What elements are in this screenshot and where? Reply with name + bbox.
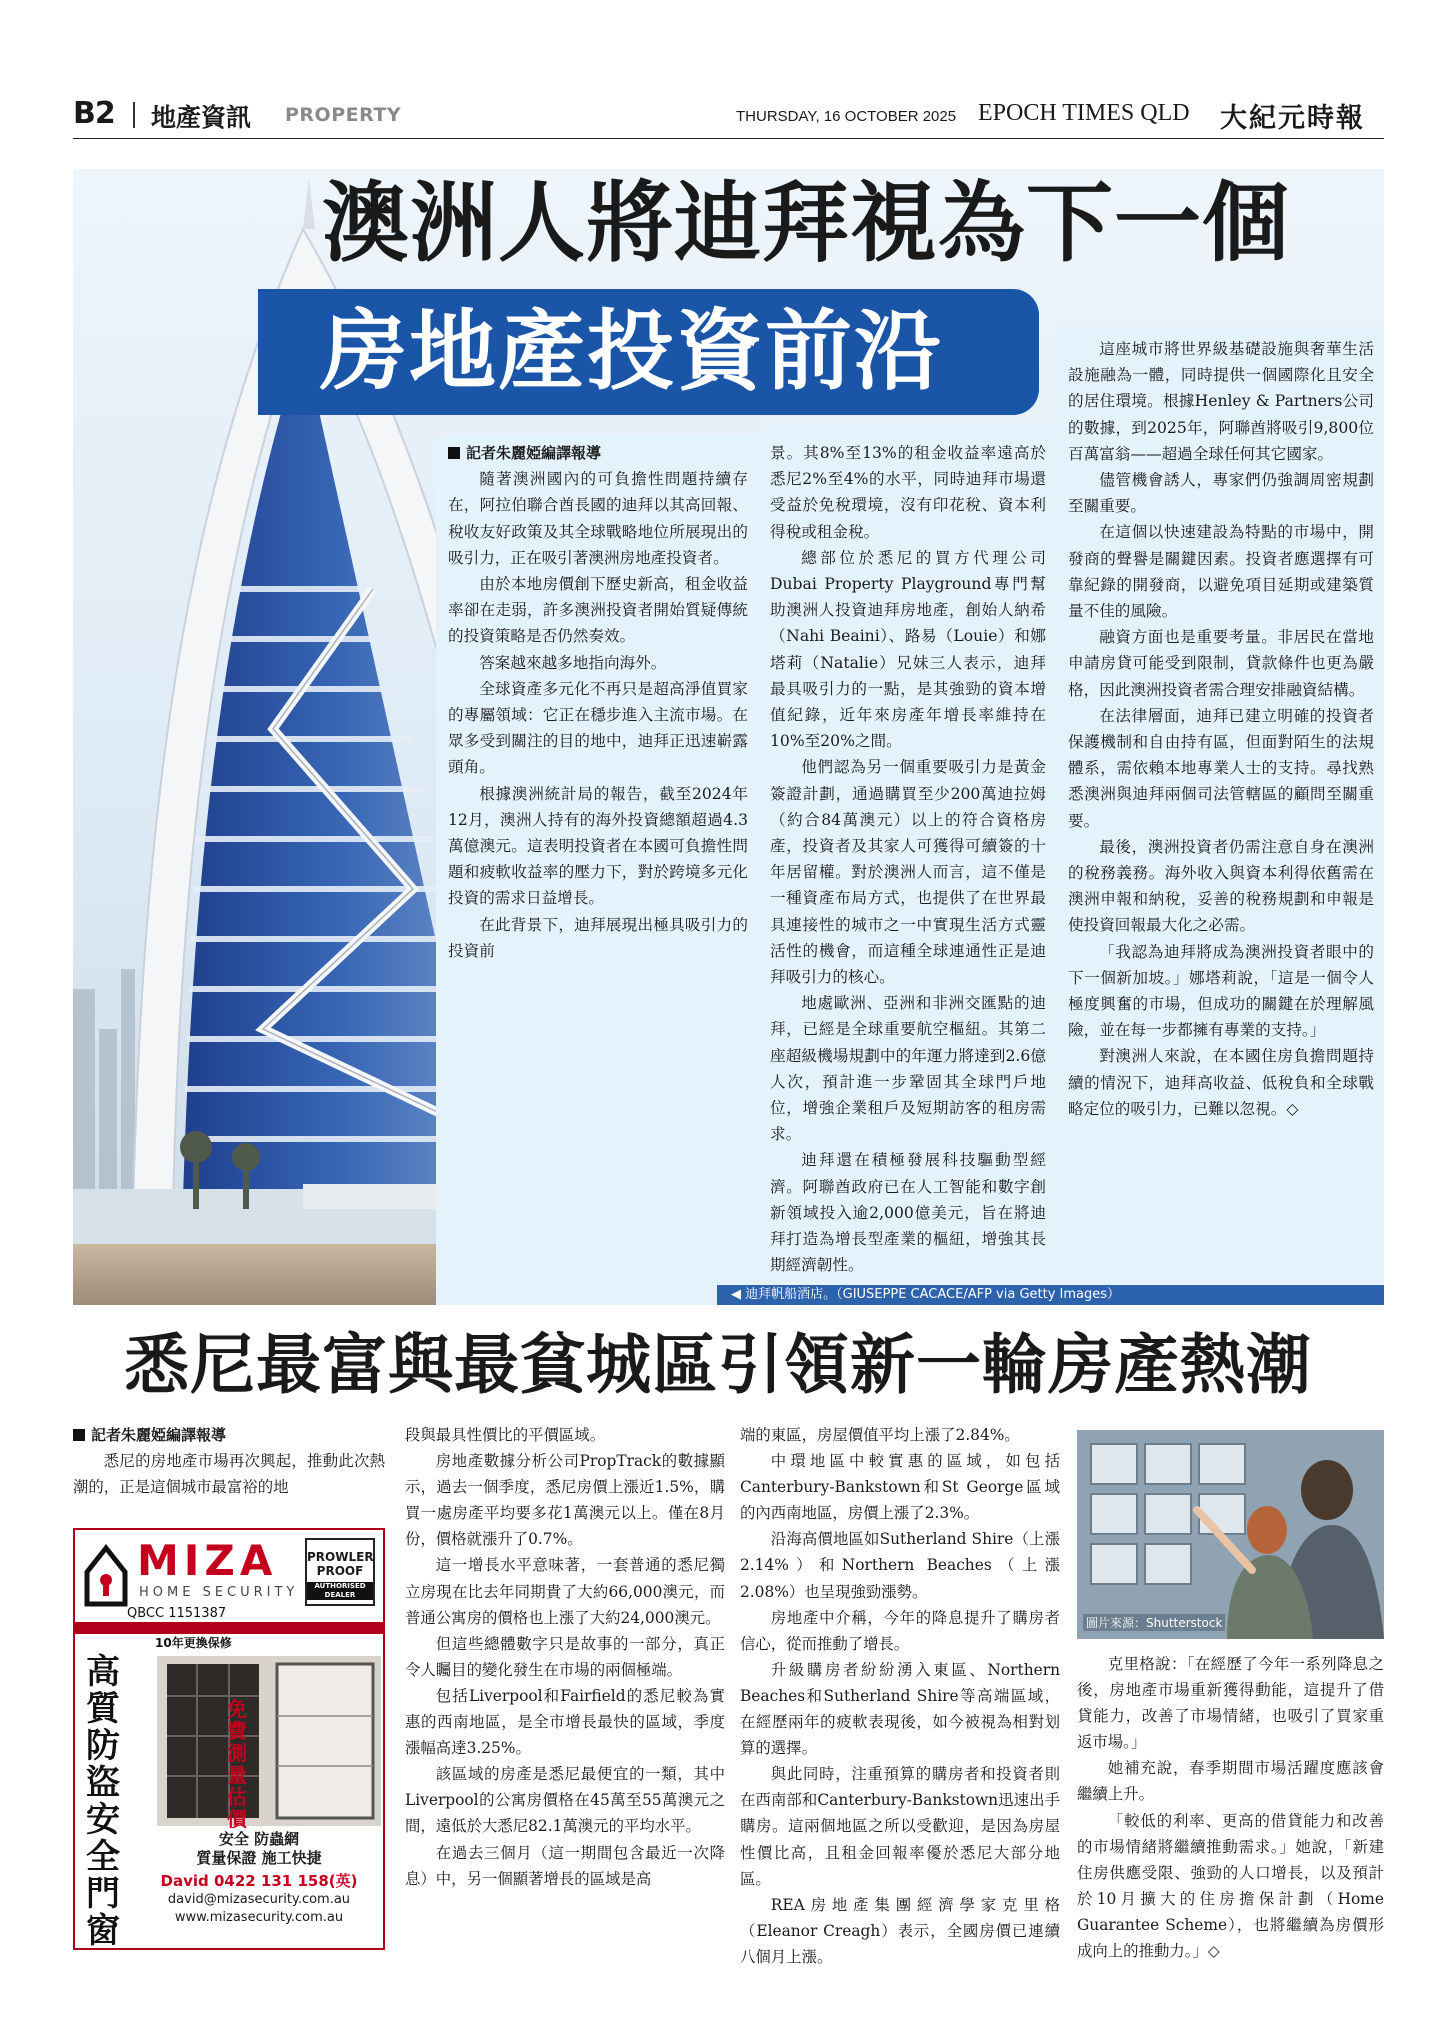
header-rule [73, 138, 1384, 139]
paragraph: 與此同時，注重預算的購房者和投資者則在西南部和Canterbury-Bankstown迅速出手購房。這兩個地區之所以受歡迎，是因為房屋性價比高，且租金回報率優於悉尼大部分地區。 [740, 1765, 1060, 1888]
paragraph: 由於本地房價創下歷史新高，租金收益率卻在走弱，許多澳洲投資者開始質疑傳統的投資策略是否仍然奏效。 [448, 575, 748, 646]
paragraph: 該區域的房產是悉尼最便宜的一類，其中Liverpool的公寓房價格在45萬至55萬澳元之間，遠低於大悉尼82.1萬澳元的平均水平。 [405, 1765, 725, 1836]
section-title-en: PROPERTY [285, 104, 402, 126]
paragraph: 這一增長水平意味著，一套普通的悉尼獨立房現在比去年同期貴了大約66,000澳元，而普通公寓房的價格也上漲了大約24,000澳元。 [405, 1556, 725, 1627]
paragraph: 融資方面也是重要考量。非居民在當地申請房貸可能受到限制，貸款條件也更為嚴格，因此澳洲投資者需合理安排融資結構。 [1068, 628, 1374, 699]
ad-brand: MIZA [137, 1536, 278, 1585]
paragraph: 隨著澳洲國內的可負擔性問題持續存在，阿拉伯聯合酋長國的迪拜以其高回報、稅收友好政策及其全球戰略地位所展現出的吸引力，正在吸引著澳洲房地產投資者。 [448, 470, 748, 567]
masthead: EPOCH TIMES QLD [978, 100, 1190, 126]
paragraph: 總部位於悉尼的買方代理公司Dubai Property Playground專門幫助澳洲人投資迪拜房地產，創始人納希（Nahi Beaini）、路易（Louie）和娜塔莉（Natalie）兄妹三人表示，迪拜最具吸引力的一點，是其強勁的資本增值紀錄，近年來房產年增長率維持在10%至20%之間。 [770, 548, 1046, 751]
security-door-photo [157, 1656, 381, 1826]
issue-date: THURSDAY, 16 OCTOBER 2025 [736, 108, 957, 125]
paragraph: 悉尼的房地產市場再次興起，推動此次熱潮的，正是這個城市最富裕的地 [73, 1452, 385, 1497]
paragraph: 對澳洲人來說，在本國住房負擔問題持續的情況下，迪拜高收益、低稅負和全球戰略定位的吸引力，已難以忽視。◇ [1068, 1047, 1374, 1118]
ad-vertical-title: 高質防盜安全門窗 [86, 1652, 120, 1950]
bullet-square-icon [448, 447, 460, 459]
paragraph: 升級購房者紛紛湧入東區、Northern Beaches和Sutherland Shire等高端區域，在經歷兩年的疲軟表現後，如今被視為相對划算的選擇。 [740, 1660, 1060, 1758]
paragraph: 中環地區中較實惠的區域，如包括Canterbury-Bankstown和St George區域的內西南地區，房價上漲了2.3%。 [740, 1452, 1060, 1523]
page-header [73, 94, 1384, 138]
paragraph: 房地產中介稱，今年的降息提升了購房者信心，從而推動了增長。 [740, 1608, 1060, 1653]
article1-column-1 [448, 440, 748, 964]
paragraph: 迪拜還在積極發展科技驅動型經濟。阿聯酋政府已在人工智能和數字創新領域投入逾2,000億美元，旨在將迪拜打造為增長型產業的樞紐，增強其長期經濟韌性。 [770, 1151, 1046, 1275]
article1-column-2 [770, 440, 1046, 1279]
photo-caption: ◀ 迪拜帆船酒店。（GIUSEPPE CACACE/AFP via Getty Images） [717, 1285, 1384, 1305]
ad-subtitle: HOME SECURITY [139, 1585, 299, 1600]
article2-headline: 悉尼最富與最貧城區引領新一輪房產熱潮 [124, 1328, 1313, 1403]
miza-security-ad [73, 1528, 385, 1950]
paragraph: 根據澳洲統計局的報告，截至2024年12月，澳洲人持有的海外投資總額超過4.3萬億澳元。這表明投資者在本國可負擔性問題和疲軟收益率的壓力下，對於跨境多元化投資的需求日益增長。 [448, 784, 748, 908]
house-hunters-photo [1077, 1430, 1384, 1639]
paragraph: 「較低的利率、更高的借貸能力和改善的市場情緒將繼續推動需求。」她說，「新建住房供應受限、強勁的人口增長，以及預計於10月擴大的住房擔保計劃（Home Guarantee Scheme），也將繼續為房價形成向上的推動力。」◇ [1077, 1811, 1384, 1961]
paragraph: 全球資產多元化不再只是超高淨值買家的專屬領域：它正在穩步進入主流市場。在眾多受到關注的目的地中，迪拜正迅速嶄露頭角。 [448, 679, 748, 777]
bullet-square-icon [73, 1429, 85, 1441]
paragraph: 答案越來越多地指向海外。 [479, 653, 667, 672]
article2-column-2 [405, 1422, 725, 1892]
ad-license: QBCC 1151387 [127, 1606, 227, 1621]
paragraph: REA房地產集團經濟學家克里格（Eleanor Creagh）表示，全國房價已連續八個月上漲。 [740, 1895, 1060, 1966]
paragraph: 她補充說，春季期間市場活躍度應該會繼續上升。 [1077, 1759, 1384, 1804]
ad-red-bar [75, 1622, 383, 1634]
paragraph: 景。其8%至13%的租金收益率遠高於悉尼2%至4%的水平，同時迪拜市場還受益於免稅環境，沒有印花稅、資本利得稅或租金稅。 [770, 444, 1046, 541]
paragraph: 沿海高價地區如Sutherland Shire（上漲2.14%）和Northern Beaches（上漲2.08%）也呈現強勁漲勢。 [740, 1530, 1060, 1601]
page-number: B2 [73, 96, 115, 131]
article1-byline: 記者朱麗婭編譯報導 [448, 440, 748, 466]
lock-house-icon [83, 1542, 129, 1608]
ad-warranty: 10年更換保修 [155, 1636, 232, 1650]
paragraph: 「我認為迪拜將成為澳洲投資者眼中的下一個新加坡。」娜塔莉說，「這是一個令人極度興奮的市場，但成功的關鍵在於理解風險，並在每一步都擁有專業的支持。」 [1068, 942, 1374, 1040]
paragraph: 儘管機會誘人，專家們仍強調周密規劃至關重要。 [1068, 471, 1374, 516]
header-divider [133, 102, 135, 128]
article2-column-4 [1077, 1651, 1384, 1964]
paragraph: 在此背景下，迪拜展現出極具吸引力的投資前 [448, 915, 748, 960]
paragraph: 在法律層面，迪拜已建立明確的投資者保護機制和自由持有區，但面對陌生的法規體系，需依賴本地專業人士的支持。尋找熟悉澳洲與迪拜兩個司法管轄區的顧問至關重要。 [1068, 706, 1374, 830]
ad-website: www.mizasecurity.com.au [174, 1910, 344, 1925]
paragraph: 克里格說：「在經歷了今年一系列降息之後，房地產市場重新獲得動能，這提升了借貸能力，改善了市場情緒，也吸引了買家重返市場。」 [1077, 1655, 1384, 1752]
paragraph: 他們認為另一個重要吸引力是黃金簽證計劃，通過購買至少200萬迪拉姆（約合84萬澳元）以上的符合資格房產，投資者及其家人可獲得可續簽的十年居留權。對於澳洲人而言，這不僅是一種資產布局方式，也提供了在世界最具連接性的城市之一中實現生活方式靈活性的機會，而這種全球連通性正是迪拜吸引力的核心。 [770, 758, 1046, 987]
masthead-zh: 大紀元時報 [1220, 103, 1365, 134]
section-title-zh: 地產資訊 [151, 103, 252, 132]
paragraph: 這座城市將世界級基礎設施與奢華生活設施融為一體，同時提供一個國際化且安全的居住環境。根據Henley & Partners公司的數據，到2025年，阿聯酋將吸引9,800位百萬富翁——超過全球任何其它國家。 [1068, 340, 1374, 463]
prowler-proof-badge: PROWLER PROOF AUTHORISED DEALER [305, 1538, 375, 1606]
paragraph: 在這個以快速建設為特點的市場中，開發商的聲譽是關鍵因素。投資者應選擇有可靠紀錄的開發商，以避免項目延期或建築質量不佳的風險。 [1068, 523, 1374, 621]
article1-headline-line1: 澳洲人將迪拜視為下一個 [322, 171, 1290, 274]
article2-column-3 [740, 1422, 1060, 1970]
ad-phone: David 0422 131 158(英) [160, 1872, 358, 1890]
paragraph: 房地產數據分析公司PropTrack的數據顯示，過去一個季度，悉尼房價上漲近1.5%，購買一處房產平均要多花1萬澳元以上。僅在8月份，價格就漲升了0.7%。 [405, 1452, 725, 1549]
paragraph: 地處歐洲、亞洲和非洲交匯點的迪拜，已經是全球重要航空樞紐。其第二座超級機場規劃中的年運力將達到2.6億人次，預計進一步鞏固其全球門戶地位，增強企業租戶及短期訪客的租房需求。 [770, 994, 1046, 1144]
photo2-caption: 圖片來源：Shutterstock [1083, 1614, 1225, 1631]
ad-free-quote: 免費測量估價 [227, 1697, 247, 1831]
article1-column-3 [1068, 336, 1374, 1122]
paragraph: 端的東區，房屋價值平均上漲了2.84%。 [740, 1426, 1020, 1444]
paragraph: 最後，澳洲投資者仍需注意自身在澳洲的稅務義務。海外收入與資本利得依舊需在澳洲申報和納稅，妥善的稅務規劃和申報是使投資回報最大化之必需。 [1068, 837, 1374, 935]
ad-email: david@mizasecurity.com.au [167, 1892, 351, 1907]
ad-features: 安全 防蟲網 質量保證 施工快捷 [196, 1830, 322, 1867]
paragraph: 包括Liverpool和Fairfield的悉尼較為實惠的西南地區，是全市增長最快的區域，季度漲幅高達3.25%。 [405, 1686, 725, 1758]
paragraph: 段與最具性價比的平價區域。 [405, 1426, 606, 1444]
paragraph: 在過去三個月（這一期間包含最近一次降息）中，另一個顯著增長的區域是高 [405, 1843, 725, 1888]
article1-headline-line2: 房地產投資前沿 [320, 299, 943, 402]
article2-column-1 [73, 1422, 385, 1500]
paragraph: 但這些總體數字只是故事的一部分，真正令人矚目的變化發生在市場的兩個極端。 [405, 1634, 725, 1679]
article2-byline: 記者朱麗婭編譯報導 [73, 1422, 385, 1448]
